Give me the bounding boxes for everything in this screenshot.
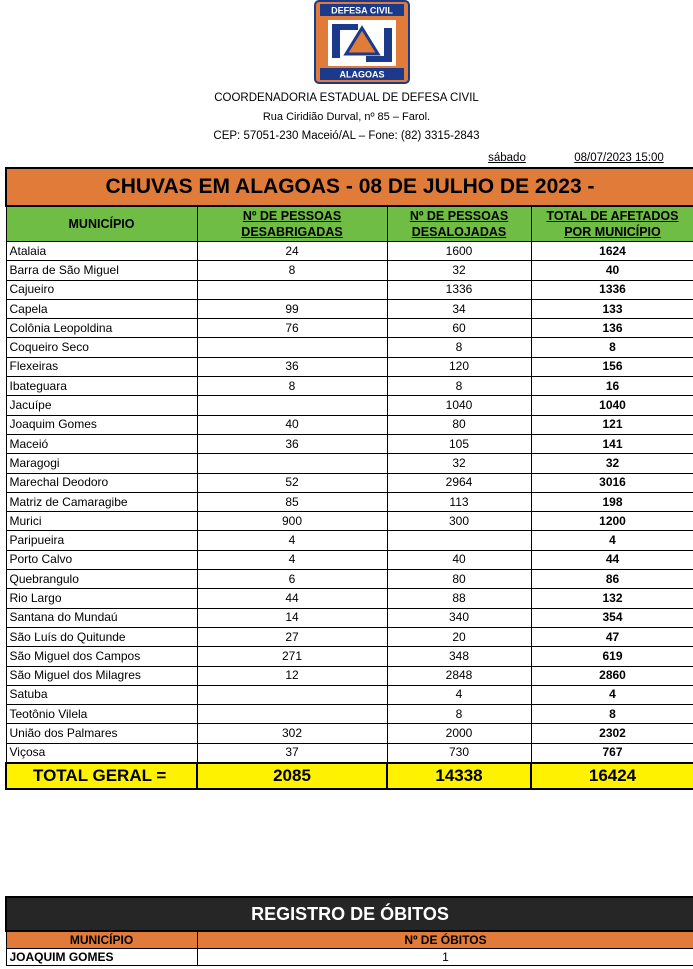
cell-total: 32 <box>531 454 693 473</box>
cell-desalojadas: 32 <box>387 454 531 473</box>
table-row <box>6 280 693 299</box>
cell-total: 198 <box>531 492 693 511</box>
table-row <box>6 357 693 376</box>
table-row <box>6 434 693 453</box>
table-row <box>6 608 693 627</box>
cell-desabrigadas: 900 <box>197 512 387 531</box>
cell-municipio: Jacuípe <box>6 396 197 415</box>
table-row <box>6 261 693 280</box>
cell-desalojadas: 80 <box>387 415 531 434</box>
cell-total: 133 <box>531 299 693 318</box>
cell-desabrigadas: 76 <box>197 319 387 338</box>
cell-municipio: Flexeiras <box>6 357 197 376</box>
cell-total: 4 <box>531 685 693 704</box>
cell-total: 136 <box>531 319 693 338</box>
table-row <box>6 627 693 646</box>
cell-municipio: Quebrangulo <box>6 570 197 589</box>
cell-desalojadas: 2964 <box>387 473 531 492</box>
total-afetados: 16424 <box>531 763 693 789</box>
table-row <box>6 647 693 666</box>
cell-desabrigadas: 27 <box>197 627 387 646</box>
cell-desabrigadas: 8 <box>197 377 387 396</box>
obitos-col-municipio: MUNICÍPIO <box>6 931 197 949</box>
cell-desabrigadas <box>197 338 387 357</box>
table-body <box>6 242 693 764</box>
report-datetime: 08/07/2023 15:00 <box>574 152 664 164</box>
cell-desabrigadas: 14 <box>197 608 387 627</box>
cell-total: 354 <box>531 608 693 627</box>
table-row <box>6 415 693 434</box>
table-row <box>6 299 693 318</box>
cell-desabrigadas: 99 <box>197 299 387 318</box>
cell-desabrigadas <box>197 685 387 704</box>
obitos-title: REGISTRO DE ÓBITOS <box>6 897 693 931</box>
table-row <box>6 705 693 724</box>
cell-total: 132 <box>531 589 693 608</box>
cell-municipio: São Miguel dos Campos <box>6 647 197 666</box>
cell-total: 1336 <box>531 280 693 299</box>
cell-desalojadas: 34 <box>387 299 531 318</box>
cell-desalojadas: 80 <box>387 570 531 589</box>
col-header-desalojadas: Nº DE PESSOAS DESALOJADAS <box>387 206 531 242</box>
cell-total: 40 <box>531 261 693 280</box>
cell-municipio: Joaquim Gomes <box>6 415 197 434</box>
cell-desalojadas: 340 <box>387 608 531 627</box>
cell-desalojadas: 8 <box>387 338 531 357</box>
cell-desalojadas: 348 <box>387 647 531 666</box>
cell-municipio: Ibateguara <box>6 377 197 396</box>
cell-total: 8 <box>531 338 693 357</box>
cell-municipio: Teotônio Vilela <box>6 705 197 724</box>
cell-desabrigadas: 52 <box>197 473 387 492</box>
total-desalojadas: 14338 <box>387 763 531 789</box>
table-row <box>6 319 693 338</box>
cell-municipio: Porto Calvo <box>6 550 197 569</box>
cell-desalojadas: 120 <box>387 357 531 376</box>
logo-bottom-text: ALAGOAS <box>339 69 385 80</box>
cell-total: 44 <box>531 550 693 569</box>
obitos-municipio: JOAQUIM GOMES <box>6 949 197 966</box>
cell-desalojadas: 2000 <box>387 724 531 743</box>
obitos-body <box>6 949 693 966</box>
cell-municipio: Colônia Leopoldina <box>6 319 197 338</box>
cell-desalojadas: 4 <box>387 685 531 704</box>
cell-desabrigadas: 4 <box>197 531 387 550</box>
cell-municipio: Marechal Deodoro <box>6 473 197 492</box>
cell-total: 1040 <box>531 396 693 415</box>
cell-total: 2860 <box>531 666 693 685</box>
total-label: TOTAL GERAL = <box>6 763 197 789</box>
org-contact: CEP: 57051-230 Maceió/AL – Fone: (82) 3315-2843 <box>213 130 480 142</box>
cell-desalojadas: 1040 <box>387 396 531 415</box>
cell-desalojadas: 32 <box>387 261 531 280</box>
defesa-civil-logo <box>314 0 410 84</box>
cell-municipio: Barra de São Miguel <box>6 261 197 280</box>
cell-desabrigadas: 40 <box>197 415 387 434</box>
cell-municipio: Santana do Mundaú <box>6 608 197 627</box>
cell-desalojadas: 105 <box>387 434 531 453</box>
cell-desabrigadas: 302 <box>197 724 387 743</box>
cell-total: 4 <box>531 531 693 550</box>
table-title: CHUVAS EM ALAGOAS - 08 DE JULHO DE 2023 - <box>6 168 693 206</box>
cell-total: 156 <box>531 357 693 376</box>
cell-desalojadas: 88 <box>387 589 531 608</box>
table-row <box>6 743 693 763</box>
report-date-row <box>0 152 693 167</box>
cell-total: 8 <box>531 705 693 724</box>
cell-desabrigadas: 85 <box>197 492 387 511</box>
table-row <box>6 512 693 531</box>
cell-desabrigadas: 271 <box>197 647 387 666</box>
cell-desabrigadas: 44 <box>197 589 387 608</box>
cell-desabrigadas: 12 <box>197 666 387 685</box>
cell-municipio: Rio Largo <box>6 589 197 608</box>
cell-total: 1200 <box>531 512 693 531</box>
col-header-municipio: MUNICÍPIO <box>6 206 197 242</box>
cell-municipio: União dos Palmares <box>6 724 197 743</box>
cell-desabrigadas <box>197 396 387 415</box>
cell-desalojadas: 1600 <box>387 242 531 261</box>
table-row <box>6 377 693 396</box>
table-row <box>6 396 693 415</box>
table-row <box>6 685 693 704</box>
cell-total: 121 <box>531 415 693 434</box>
cell-municipio: Matriz de Camaragibe <box>6 492 197 511</box>
cell-desabrigadas: 8 <box>197 261 387 280</box>
table-row <box>6 454 693 473</box>
cell-total: 86 <box>531 570 693 589</box>
cell-municipio: São Miguel dos Milagres <box>6 666 197 685</box>
cell-municipio: Paripueira <box>6 531 197 550</box>
cell-desabrigadas <box>197 705 387 724</box>
cell-desabrigadas: 36 <box>197 357 387 376</box>
cell-total: 141 <box>531 434 693 453</box>
col-header-total: TOTAL DE AFETADOS POR MUNICÍPIO <box>531 206 693 242</box>
cell-desabrigadas: 24 <box>197 242 387 261</box>
col-header-desabrigadas: Nº DE PESSOAS DESABRIGADAS <box>197 206 387 242</box>
cell-municipio: Atalaia <box>6 242 197 261</box>
obitos-row <box>6 949 693 966</box>
cell-desalojadas: 1336 <box>387 280 531 299</box>
table-row <box>6 724 693 743</box>
cell-desalojadas: 300 <box>387 512 531 531</box>
affected-people-table <box>5 167 693 790</box>
org-name: COORDENADORIA ESTADUAL DE DEFESA CIVIL <box>214 92 479 104</box>
cell-desabrigadas: 36 <box>197 434 387 453</box>
table-row <box>6 550 693 569</box>
obitos-table <box>5 896 693 966</box>
cell-municipio: Maragogi <box>6 454 197 473</box>
table-row <box>6 666 693 685</box>
cell-desalojadas: 8 <box>387 705 531 724</box>
cell-municipio: Cajueiro <box>6 280 197 299</box>
cell-desabrigadas: 4 <box>197 550 387 569</box>
cell-municipio: Capela <box>6 299 197 318</box>
logo-top-text: DEFESA CIVIL <box>331 5 393 16</box>
cell-municipio: Viçosa <box>6 743 197 763</box>
cell-municipio: Maceió <box>6 434 197 453</box>
cell-desabrigadas <box>197 280 387 299</box>
cell-total: 2302 <box>531 724 693 743</box>
obitos-col-count: Nº DE ÓBITOS <box>197 931 693 949</box>
cell-municipio: Coqueiro Seco <box>6 338 197 357</box>
cell-total: 3016 <box>531 473 693 492</box>
cell-total: 619 <box>531 647 693 666</box>
cell-total: 47 <box>531 627 693 646</box>
cell-total: 767 <box>531 743 693 763</box>
total-desabrigadas: 2085 <box>197 763 387 789</box>
cell-municipio: Satuba <box>6 685 197 704</box>
table-row <box>6 242 693 261</box>
table-row <box>6 589 693 608</box>
cell-desalojadas: 2848 <box>387 666 531 685</box>
total-row <box>6 763 693 789</box>
cell-total: 16 <box>531 377 693 396</box>
table-row <box>6 473 693 492</box>
cell-total: 1624 <box>531 242 693 261</box>
cell-desalojadas: 730 <box>387 743 531 763</box>
cell-desabrigadas: 37 <box>197 743 387 763</box>
cell-desabrigadas <box>197 454 387 473</box>
cell-desalojadas: 8 <box>387 377 531 396</box>
table-row <box>6 492 693 511</box>
org-address: Rua Ciridião Durval, nº 85 – Farol. <box>262 111 431 123</box>
table-row <box>6 338 693 357</box>
cell-desalojadas: 40 <box>387 550 531 569</box>
cell-desalojadas <box>387 531 531 550</box>
report-weekday: sábado <box>488 152 526 164</box>
cell-desabrigadas: 6 <box>197 570 387 589</box>
cell-desalojadas: 60 <box>387 319 531 338</box>
table-row <box>6 570 693 589</box>
obitos-count: 1 <box>197 949 693 966</box>
cell-municipio: São Luís do Quitunde <box>6 627 197 646</box>
cell-municipio: Murici <box>6 512 197 531</box>
table-row <box>6 531 693 550</box>
cell-desalojadas: 113 <box>387 492 531 511</box>
cell-desalojadas: 20 <box>387 627 531 646</box>
